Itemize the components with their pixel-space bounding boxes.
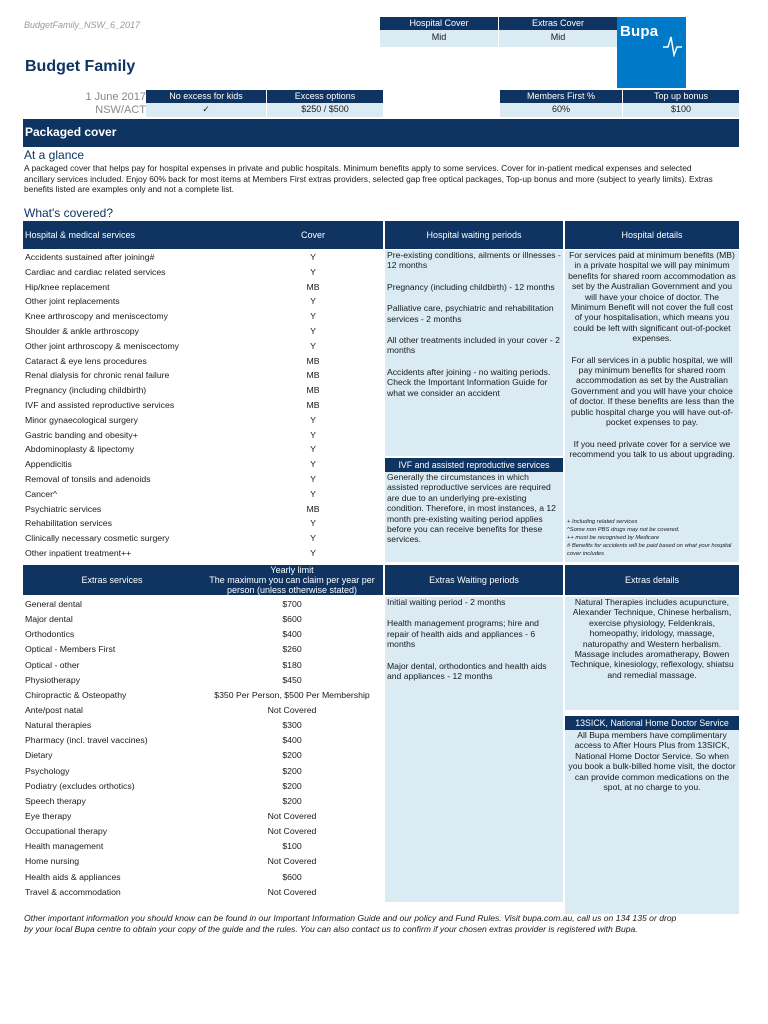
extras-waiting-item: Initial waiting period - 2 months [387,597,506,607]
ivf-header: IVF and assisted reproductive services [385,458,563,472]
no-excess-kids-value: ✓ [146,103,266,117]
service-name: Optical - Members First [25,644,116,655]
service-value: MB [306,385,320,396]
extras-waiting-panel [385,597,563,902]
service-name: Natural therapies [25,720,92,731]
extras-waiting-item: Health management programs; hire and repair of health aids and appliances - 6 months [387,618,539,650]
table-row [23,597,383,612]
table-row [23,870,383,885]
table-row [23,642,383,657]
service-value: MB [306,399,320,410]
table-row [23,764,383,779]
service-value: Y [310,459,316,470]
service-name: Gastric banding and obesity+ [25,429,138,440]
service-value: $200 [282,795,302,806]
document-id: BudgetFamily_NSW_6_2017 [24,20,141,30]
table-row [23,339,383,354]
service-name: Occupational therapy [25,826,108,837]
service-value: Y [310,473,316,484]
service-name: General dental [25,599,82,609]
service-name: IVF and assisted reproductive services [25,399,175,410]
hospital-cover-value: Mid [380,30,498,47]
excess-options-value: $250 / $500 [267,103,383,117]
hospital-col-services: Hospital & medical services [25,230,136,240]
service-name: Dietary [25,750,53,761]
members-first-value: 60% [500,103,622,117]
service-value: MB [306,281,320,292]
table-row [23,309,383,324]
service-value: Not Covered [267,810,317,821]
hospital-waiting-panel [385,250,563,456]
service-value: Y [310,518,316,529]
table-row [23,280,383,295]
table-row [23,718,383,733]
table-row [23,839,383,854]
service-name: Pharmacy (incl. travel vaccines) [25,735,148,746]
table-row [23,265,383,280]
table-row [23,854,383,869]
service-name: Rehabilitation services [25,518,112,529]
date-region [24,91,146,117]
service-value: MB [306,370,320,381]
extras-cover-value: Mid [499,30,617,47]
service-name: Chiropractic & Osteopathy [25,689,127,700]
table-row [23,442,383,457]
ivf-text: Generally the circumstances in which assisted reproductive services are required are due to an underlying pre-existing condition. Therefore, in most instances, a 12 month pre-existing waiting period applies before you can receive benefits for these services. [385,472,563,562]
service-name: Speech therapy [25,795,86,806]
table-row [23,748,383,763]
service-name: Travel & accommodation [25,886,121,897]
service-value: $200 [282,765,302,776]
table-row [23,472,383,487]
service-name: Knee arthroscopy and meniscectomy [25,311,168,322]
service-name: Psychology [25,765,70,776]
service-value: Y [310,429,316,440]
table-row [23,546,383,561]
service-name: Cataract & eye lens procedures [25,355,147,366]
service-value: Not Covered [267,886,317,897]
service-name: Minor gynaecological surgery [25,414,138,425]
footer-note: Other important information you should know can be found in our Important Information Guide and our policy and Fund Rules. Visit bupa.com.au, call us on 134 135 or drop by your local Bupa centre to obtain your copy of the guide and the rules. You can also contact us to confirm if your chosen extras provider is registered with Bupa. [24,913,677,934]
service-value: Y [310,414,316,425]
table-row [23,383,383,398]
top-up-bonus-header: Top up bonus [623,90,739,103]
table-row [23,413,383,428]
service-name: Other inpatient treatment++ [25,547,132,558]
table-row [23,487,383,502]
extras-waiting-item: Major dental, orthodontics and health aids and appliances - 12 months [387,660,547,682]
table-row [23,658,383,673]
service-value: Y [310,266,316,277]
glance-text: A packaged cover that helps pay for hospital expenses in private and public hospitals. Minimum benefits apply to some services. Cover for in-patient medical expenses and selected ancillary services included. Enjoy 60% back for most items at Members First extras providers, selected gap free optical packages, Top-up bonus and more (subject to yearly limits). Extras benefits listed are examples only and not a complete list. [24,163,713,194]
service-name: Orthodontics [25,629,75,640]
service-name: Accidents sustained after joining# [25,252,155,262]
footnote: # Benefits for accidents will be paid based on what your hospital cover includes [567,543,732,557]
service-name: Major dental [25,614,73,625]
service-name: Hip/knee replacement [25,281,110,292]
details-paragraph: For all services in a public hospital, we will pay minimum benefits for shared room accommodation as set by the Australian Government and you will have your choice of doctor. If these benefits are less than the public hospital charge you will have out-of-pocket expenses to pay. [569,354,735,428]
service-name: Physiotherapy [25,674,81,685]
service-name: Clinically necessary cosmetic surgery [25,533,170,544]
service-name: Psychiatric services [25,503,102,514]
hospital-details-header: Hospital details [565,221,739,249]
extras-cover-header: Extras Cover [499,17,617,30]
region: NSW/ACT [95,104,146,116]
table-row [23,885,383,900]
service-value: $400 [282,629,302,640]
service-value: $700 [282,599,302,609]
table-row [23,824,383,839]
service-value: $200 [282,750,302,761]
members-first-header: Members First % [500,90,622,103]
service-value: Y [310,311,316,322]
limit-description: The maximum you can claim per year per person (unless otherwise stated) [209,575,375,595]
service-value: $450 [282,674,302,685]
service-name: Optical - other [25,659,80,670]
service-name: Pregnancy (including childbirth) [25,385,147,396]
table-row [23,324,383,339]
service-value: $200 [282,780,302,791]
footnote: + Including related services [567,519,638,525]
table-row [23,733,383,748]
service-value: Y [310,252,316,262]
sick-text: All Bupa members have complimentary access to After Hours Plus from 13SICK, National Home Doctor Service. So when you book a bulk-billed home visit, the doctor can provide common medications on the spot, at no charge to you. [565,730,739,914]
service-name: Eye therapy [25,810,72,821]
service-value: $350 Per Person, $500 Per Membership [214,689,370,700]
service-value: $300 [282,720,302,731]
hospital-table [23,250,383,561]
table-row [23,627,383,642]
top-up-bonus-value: $100 [623,103,739,117]
service-name: Removal of tonsils and adenoids [25,473,151,484]
service-value: Y [310,533,316,544]
logo-text: Bupa [620,23,659,40]
table-row [23,428,383,443]
table-row [23,398,383,413]
service-name: Home nursing [25,856,80,867]
extras-details-header: Extras details [565,565,739,595]
service-name: Podiatry (excludes orthotics) [25,780,135,791]
details-paragraph: If you need private cover for a service we recommend you talk to us about upgrading. [569,438,735,459]
service-name: Health aids & appliances [25,871,121,882]
service-value: $260 [282,644,302,655]
service-value: Not Covered [267,856,317,867]
service-name: Other joint replacements [25,296,120,307]
service-value: Not Covered [267,826,317,837]
footnote: ++ must be recognised by Medicare [567,535,660,541]
section-title-band [23,119,739,147]
table-row [23,673,383,688]
table-row [23,531,383,546]
service-value: $600 [282,614,302,625]
service-name: Ante/post natal [25,704,83,715]
service-value: Y [310,488,316,499]
extras-col-services: Extras services [81,575,143,585]
excess-options-header: Excess options [267,90,383,103]
footnotes [567,518,739,558]
service-value: Y [310,547,316,558]
waiting-item: Pre-existing conditions, ailments or illnesses - 12 months [387,250,561,271]
waiting-item: All other treatments included in your cover - 2 months [387,335,560,356]
table-row [23,779,383,794]
table-row [23,457,383,472]
service-value: Y [310,340,316,351]
service-name: Renal dialysis for chronic renal failure [25,370,170,381]
waiting-item: Accidents after joining - no waiting periods. Check the Important Information Guide for what we consider an accident [387,366,551,398]
sick-header: 13SICK, National Home Doctor Service [565,716,739,730]
table-row [23,354,383,369]
table-row [23,294,383,309]
service-value: $400 [282,735,302,746]
table-row [23,516,383,531]
service-value: Y [310,444,316,455]
table-row [23,703,383,718]
extras-details-text: Natural Therapies includes acupuncture, Alexander Technique, Chinese herbalism, exercise physiology, Feldenkrais, homeopathy, iridology, massage, naturopathy and Western herbalism. Massage includes aromatherapy, Bowen Technique, kinesiology, reflexology, shiatsu and remedial massage. [565,597,739,710]
service-value: MB [306,355,320,366]
glance-heading: At a glance [24,148,85,162]
hospital-table-header [23,221,383,249]
service-name: Shoulder & ankle arthroscopy [25,325,139,336]
table-row [23,502,383,517]
extras-waiting-header: Extras Waiting periods [385,565,563,595]
date: 1 June 2017 [85,91,146,103]
extras-table-header [23,565,383,595]
footnote: ^Some non PBS drugs may not be covered. [567,527,680,533]
service-value: Not Covered [267,704,317,715]
table-row [23,688,383,703]
table-row [23,368,383,383]
service-value: Y [310,296,316,307]
hospital-col-cover: Cover [300,230,325,240]
limit-title: Yearly limit [270,565,314,575]
extras-col-limit [201,565,383,595]
section-title: Packaged cover [25,125,117,139]
service-value: MB [306,503,320,514]
service-name: Abdominoplasty & lipectomy [25,444,135,455]
waiting-item: Palliative care, psychiatric and rehabilitation services - 2 months [387,303,554,324]
extras-table [23,597,383,900]
table-row [23,809,383,824]
hospital-waiting-header: Hospital waiting periods [385,221,563,249]
table-row [23,612,383,627]
service-name: Appendicitis [25,459,72,470]
waiting-item: Pregnancy (including childbirth) - 12 months [387,281,555,292]
heartbeat-icon [663,33,683,57]
hospital-details-panel [565,250,739,562]
details-paragraph: For services paid at minimum benefits (MB) in a private hospital we will pay minimum benefits for shared room accommodation as set by the Australian Government and you will have your choice of doctor. The Minimum Benefit will not cover the full cost of your hospitalisation, which means you could be left with significant out-of-pocket expenses. [568,250,736,344]
service-value: Y [310,325,316,336]
covered-heading: What's covered? [24,206,113,220]
service-name: Health management [25,841,104,852]
table-row [23,794,383,809]
service-value: $100 [282,841,302,852]
page-title: Budget Family [25,58,136,75]
table-row [23,250,383,265]
hospital-cover-header: Hospital Cover [380,17,498,30]
service-name: Other joint arthroscopy & meniscectomy [25,340,180,351]
bupa-logo [617,17,686,88]
service-value: $180 [282,659,302,670]
service-name: Cardiac and cardiac related services [25,266,166,277]
service-value: $600 [282,871,302,882]
no-excess-kids-header: No excess for kids [146,90,266,103]
service-name: Cancer^ [25,488,58,499]
